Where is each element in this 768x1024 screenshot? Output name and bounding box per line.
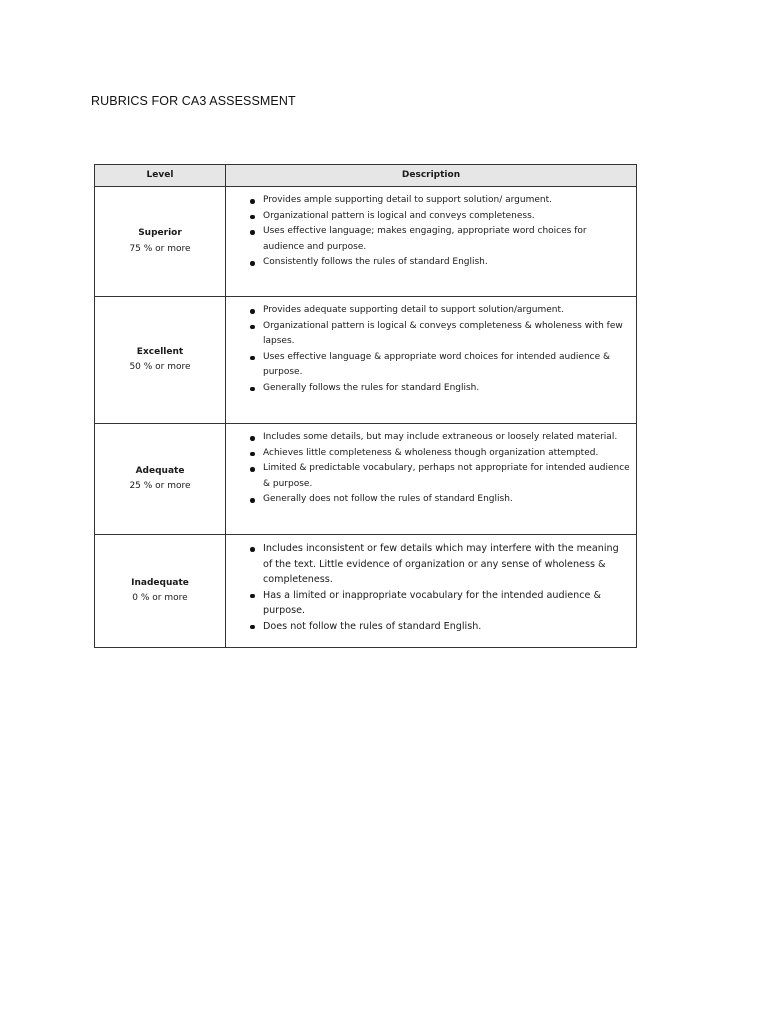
table-row-excellent [95,297,637,424]
level-threshold: 25 % or more [129,481,191,491]
document-title: RUBRICS FOR CA3 ASSESSMENT [91,94,296,108]
level-cell [95,187,226,297]
level-name: Inadequate [131,577,189,588]
criterion-item: Does not follow the rules of standard English. [226,619,630,635]
criterion-item: Generally does not follow the rules of standard English. [226,492,630,508]
criteria-list [226,430,630,508]
description-cell [226,535,637,648]
criterion-item: Organizational pattern is logical & conveys completeness & wholeness with few lapses. [226,319,630,350]
rubric-table [94,164,637,648]
criterion-item: Uses effective language; makes engaging, appropriate word choices for audience and purpose. [226,224,630,255]
criterion-item: Generally follows the rules for standard English. [226,381,630,397]
criteria-list [226,193,630,271]
table-row-adequate [95,424,637,535]
level-name: Adequate [135,465,185,476]
header-row [95,165,637,187]
table-row-superior [95,187,637,297]
level-threshold: 50 % or more [129,362,191,372]
criteria-list [226,541,630,634]
level-header: Level [95,165,226,187]
criteria-list [226,303,630,396]
description-cell [226,424,637,535]
level-name: Excellent [136,346,184,357]
level-name: Superior [138,228,182,238]
description-cell [226,297,637,424]
criterion-item: Limited & predictable vocabulary, perhaps not appropriate for intended audience & purpose. [226,461,630,492]
level-threshold: 0 % or more [132,593,188,603]
criterion-item: Consistently follows the rules of standard English. [226,255,630,271]
level-cell [95,535,226,648]
description-cell [226,187,637,297]
level-cell [95,424,226,535]
criterion-item: Includes some details, but may include extraneous or loosely related material. [226,430,630,446]
criterion-item: Achieves little completeness & wholeness though organization attempted. [226,446,630,462]
criterion-item: Provides adequate supporting detail to support solution/argument. [226,303,630,319]
criterion-item: Uses effective language & appropriate word choices for intended audience & purpose. [226,350,630,381]
description-header: Description [226,165,637,187]
level-cell [95,297,226,424]
table-row-inadequate [95,535,637,648]
criterion-item: Has a limited or inappropriate vocabulary for the intended audience & purpose. [226,588,630,619]
level-threshold: 75 % or more [129,243,191,254]
criterion-item: Includes inconsistent or few details which may interfere with the meaning of the text. Little evidence of organization or any sense of wholeness & completeness. [226,541,630,588]
criterion-item: Organizational pattern is logical and conveys completeness. [226,209,630,225]
criterion-item: Provides ample supporting detail to support solution/ argument. [226,193,630,209]
